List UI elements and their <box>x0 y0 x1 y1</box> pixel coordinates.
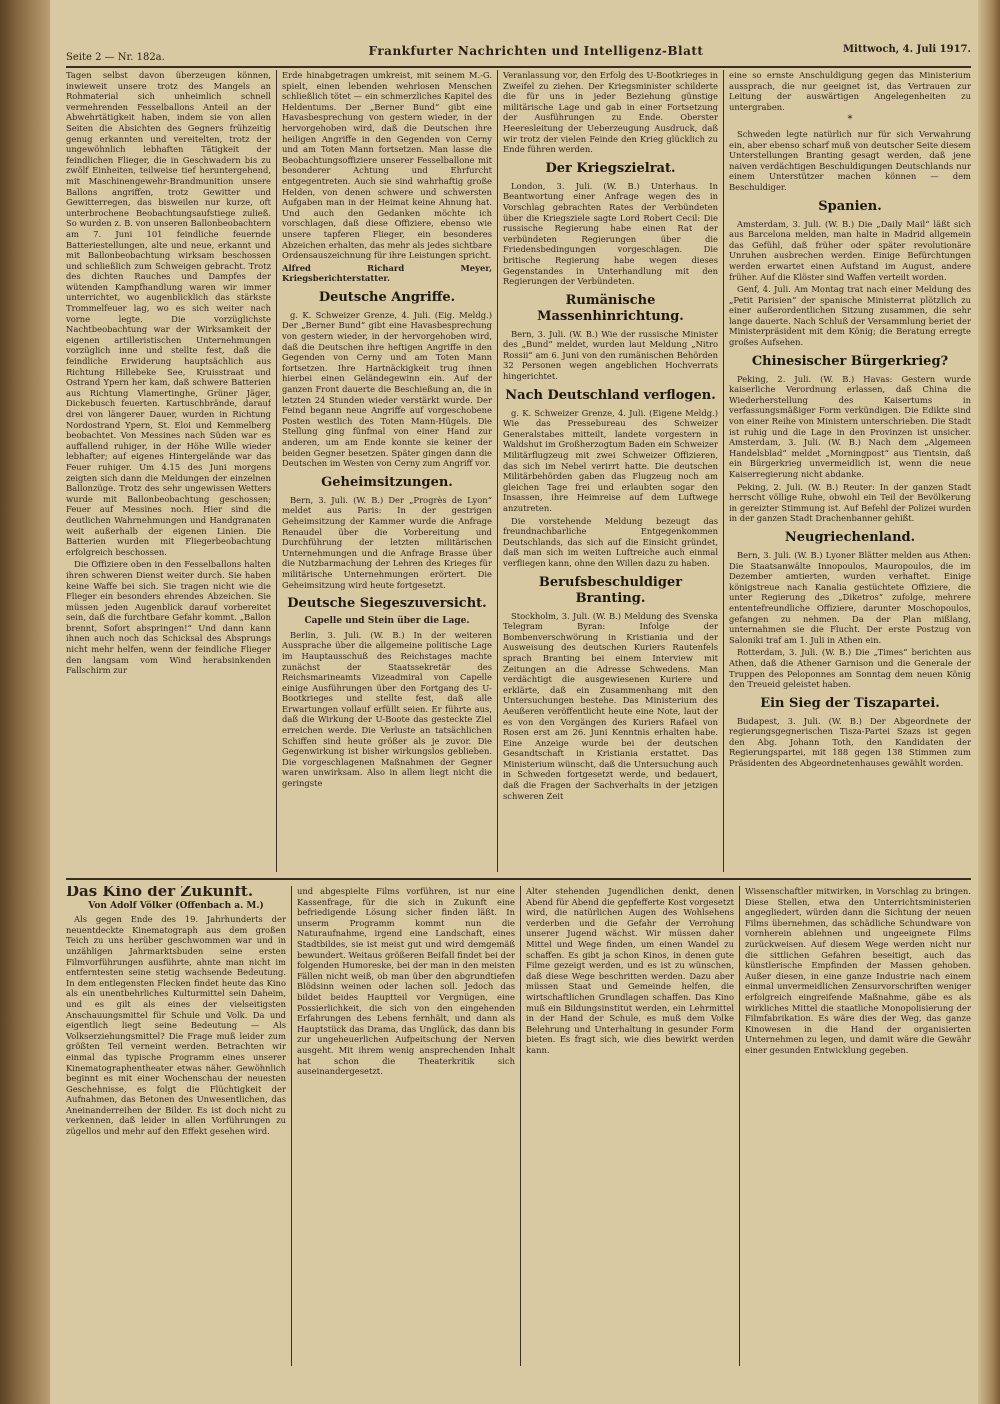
issue-date: Mittwoch, 4. Juli 1917. <box>842 44 971 55</box>
binding-edge <box>0 0 50 1404</box>
section-divider <box>66 878 971 880</box>
column-rule <box>291 886 292 1366</box>
feuilleton-column-3 <box>526 886 734 1366</box>
col2-byline: Alfred Richard Meyer, Kriegsberichterstatter. <box>282 262 492 284</box>
article-text: Schweden legte natürlich nur für sich Verwahrung ein, aber ebenso scharf muß von deutscher Seite diesem Unterstellungen Branting gesagt werden, daß jene naiven verdächtigen Beschuldigungen Deutschlands nur einem Unterstützer machen können — dem Beschuldiger. <box>729 128 971 192</box>
page-edge-right <box>978 0 1000 1404</box>
page-label: Seite 2 — Nr. 182a. <box>66 52 165 63</box>
col1-paragraph: Die Offiziere oben in den Fesselballons halten ihren schweren Dienst weiter durch. Sie haben keine Waffe bei sich. Sie tragen nicht wie die Flieger ein besonders ehrendes Abzeichen. Sie müssen jeden Augenblick darauf vorbereitet sein, daß die furchtbare Gefahr kommt. „Ballon brennt, Sofort abspringen!“ Und dann kann ihnen auch noch das Schicksal des Absprungs nicht mehr helfen, wenn der feindliche Flieger den langsam vom Wind herabsinkenden Fallschirm zur <box>66 559 271 676</box>
article-text: Bern, 3. Juli. (W. B.) Der „Progrès de Lyon“ meldet aus Paris: In der gestrigen Geheimsitzung der Kammer wurde die Anfrage Renaudel über die Vorbereitung und Durchführung der letzten militärischen Unternehmungen und die Anfrage Brasse über die Nutzbarmachung der Lehren des Krieges für militärische Unternehmungen erörtert. Die Geheimsitzung wird heute fortgesetzt. <box>282 494 492 590</box>
column-rule <box>497 70 498 872</box>
article-text: Alter stehenden Jugendlichen denkt, denen Abend für Abend die gepfefferte Kost vorgesetzt wird, die natürlichen Augen des Wohlsehens verderben und die Gefahr der Verrohung unserer Jugend wächst. Wir müssen daher Mittel und Wege finden, um einen Wandel zu schaffen. Es gibt ja schon Kinos, in denen gute Filme gezeigt werden, und es ist zu wünschen, daß diese Wege beschritten werden. Dazu aber müssen Staat und Gemeinde helfen, die wirtschaftlichen Grundlagen schaffen. Das Kino muß ein Bildungsinstitut werden, ein Lehrmittel in der Hand der Schule, es muß dem Volke Belehrung und Unterhaltung in gesunder Form bieten. Es fragt sich, wie dies bewirkt werden kann. <box>526 886 734 1055</box>
headline-tiszapartei: Ein Sieg der Tiszapartei. <box>760 695 940 711</box>
article-text: Berlin, 3. Juli. (W. B.) In der weiteren Aussprache über die allgemeine politische Lage im Hauptausschuß des Reichstages machte zunächst der Staatssekretär des Reichsmarineamts Vizeadmiral von Capelle einige Ausführungen über den Fortgang des U-Bootkrieges und stellte fest, daß alle Erwartungen vollauf erfüllt seien. Er führte aus, daß die Wirkung der U-Boote das gesteckte Ziel erreichen werde. Die Verluste an tatsächlichen Schiffen sind heute größer als je zuvor. Die Gegenwirkung ist bisher wirkungslos geblieben. Die vorgeschlagenen Maßnahmen der Gegner waren unwirksam. Also in allem liegt nicht die geringste <box>282 629 492 789</box>
section-separator-star: * <box>847 114 853 126</box>
article-text: Budapest, 3. Juli. (W. B.) Der Abgeordnete der regierungsgegnerischen Tisza-Partei Szazs ist gegen den Abg. Johann Toth, den Kandidaten der Regierungspartei, mit 188 gegen 138 Stimmen zum Präsidenten des Abgeordnetenhauses gewählt worden. <box>729 715 971 769</box>
feuilleton-column-4 <box>745 886 971 1366</box>
headline-siegeszuversicht: Deutsche Siegeszuversicht. <box>287 596 487 612</box>
article-text: Rotterdam, 3. Juli. (W. B.) Die „Times“ berichten aus Athen, daß die Athener Garnison und die Generale der Truppen des Peloponnes am Sonntag dem neuen König den Treueid geleistet haben. <box>729 647 971 690</box>
headline-rumaenische-massenhinrichtung: Rumänische Massenhinrichtung. <box>537 292 684 324</box>
paper-title: Frankfurter Nachrichten und Intelligenz-Blatt <box>368 44 704 58</box>
article-text: Die vorstehende Meldung bezeugt das freundnachbarliche Entgegenkommen Deutschlands, das sich auf die Einsicht gründet, daß man sich im weiten Luftreiche auch einmal verfliegen kann, ohne den Willen dazu zu haben. <box>503 515 718 568</box>
column-1 <box>66 70 271 872</box>
article-text: Wissenschaftler mitwirken, in Vorschlag zu bringen. Diese Stellen, etwa den Unterrichtsministerien angegliedert, würden dann die Sichtung der neuen Films übernehmen, das schädliche Schundware von vornherein ablehnen und ungeeignete Films zurückweisen. Auf diesem Wege werden nicht nur die sittlichen Gefahren beseitigt, auch das künstlerische Empfinden der Massen gehoben. Außer diesen, in eine ganze Industrie nach einem einmal unvermeidlichen Zensurvorschriften weniger erfolgreich eingreifende Maßnahme, gäbe es als wirkliches Mittel die staatliche Monopolisierung der Filmfabrikation. Es wäre dies der Weg, das ganze Kinowesen in die Hand der organisierten Unternehmen zu legen, und damit wäre die Gewähr einer gesunden Entwicklung gegeben. <box>745 886 971 1055</box>
column-rule <box>723 70 724 872</box>
headline-chinesischer-buergerkrieg: Chinesischer Bürgerkrieg? <box>751 353 949 369</box>
article-text: Bern, 3. Juli. (W. B.) Lyoner Blätter melden aus Athen: Die Staatsanwälte Innopoulos, Mauropoulos, die im Dezember amtierten, wurden verhaftet. Einige königstreue nach Kanalia gestüchtete Offiziere, die unter Regierung des „Diketros“ zufolge, mehrere ententefreundliche Offiziere, darunter Moschopoulos, gefangen zu nehmen. Da der Plan mißlang, unternahmen sie die Flucht. Der erste Postzug von Saloniki traf am 1. Juli in Athen ein. <box>729 549 971 645</box>
article-text: Stockholm, 3. Juli. (W. B.) Meldung des Svenska Telegram Byran: Infolge der Bombenverschwörung in Kristiania und der Ausweisung des deutschen Kuriers Rautenfels sprach Branting bei einem Interview mit Zeitungen an die Adresse Schwedens. Man verdächtigt die ausgewiesenen Kuriere und erklärte, daß ein Zusammenhang mit den Untersuchungen bestehe. Das Ministerium des Aeußeren veröffentlicht heute eine Note, laut der es von den Vorgängen des Kuriers Rafael von Rosen erst am 26. Juni Kenntnis erhalten habe. Eine Anzeige wurde bei der deutschen Gesandtschaft in Kristiania erstattet. Das Ministerium wünscht, daß die Untersuchung auch in Schweden fortgesetzt werde, und bedauert, daß die Fragen der Sachverhalts in der jetzigen schweren Zeit <box>503 610 718 801</box>
headline-neugriechenland: Neugriechenland. <box>784 529 916 545</box>
col2-paragraph: Erde hinabgetragen umkreist, mit seinem M.-G. spielt, einen lebenden wehrlosen Menschen schließlich tötet — ein schmerzliches Kapitel des Heldentums. Der „Berner Bund“ gibt eine Havasbesprechung von gestern wieder, in der hervorgehoben wird, daß die Deutschen ihre heiligen Angriffe in den Gegenden von Cerny und am Toten Mann fortsetzen. Man lasse die Beobachtungsoffiziere unserer Fesselballone mit besonderer Achtung und Ehrfurcht entgegentreten. Auch sie sind wahrhaftig große Helden, von denen schwere und schwersten Aufgaben man in der Heimat keine Ahnung hat. Und auch den Gedanken möchte ich vorschlagen, daß diese Offiziere, ebenso wie unsere tapferen Flieger, ein besonderes Abzeichen erhalten, das mehr als jedes sichtbare Ordensauszeichnung für ihre Leistungen spricht. <box>282 70 492 261</box>
article-text: eine so ernste Anschuldigung gegen das Ministerium aussprach, die nur geeignet ist, das Vertrauen zur Leitung der auswärtigen Angelegenheiten zu untergraben. <box>729 70 971 112</box>
column-rule <box>276 70 277 872</box>
article-text: und abgespielte Films vorführen, ist nur eine Kassenfrage, für die sich in Zukunft eine befriedigende Lösung sicher finden läßt. In unserm Programm kommt nun die Naturaufnahme, irgend eine Landschaft, eines Stadtbildes, sie ist meist gut und wird demgemäß bewundert. Weitaus größeren Beifall findet bei der folgenden Humoreske, bei der man in den meisten Fällen nicht weiß, ob man über den abgrundtiefen Blödsinn weinen oder lachen soll. Jedoch das bildet beides Hauptteil vor Vergnügen, eine Possierlichkeit, die sich von den eingehenden Erfahrungen des Lebens fernhält, und dann als Hauptstück das Drama, das Unglück, das dann bis zur ungeheuerlichen Aufpeitschung der Nerven ausgeht. Mit ihrem wenig ansprechenden Inhalt hat schon die Theaterkritik sich auseinandergesetzt. <box>297 886 515 1077</box>
subheadline: Capelle und Stein über die Lage. <box>304 616 470 627</box>
article-text: Peking, 2. Juli. (W. B.) Reuter: In der ganzen Stadt herrscht völlige Ruhe, obwohl ein Teil der Bevölkerung in gereizter Stimmung ist. Auf Befehl der Polizei wurden in der ganzen Stadt Drachenbanner gehißt. <box>729 481 971 524</box>
article-text: Peking, 2. Juli. (W. B.) Havas: Gestern wurde kaiserliche Verordnung erlassen, daß China die Wiederherstellung des Kaisertums in verfassungsmäßiger Form verkündigen. Die Edikte sind von einer Reihe von Ministern unterschrieben. Die Stadt ist ruhig und die Lage in den Provinzen ist unsicher. Amsterdam, 3. Juli. (W. B.) Nach dem „Algemeen Handelsblad“ meldet „Morningpost“ aus Tientsin, daß ein Bürgerkrieg unvermeidlich ist, wenn die neue Kaiserregierung nicht abdanke. <box>729 373 971 479</box>
headline-deutsche-angriffe: Deutsche Angriffe. <box>318 289 456 305</box>
feuilleton-column-1 <box>66 886 286 1366</box>
headline-nach-deutschland-verflogen: Nach Deutschland verflogen. <box>505 387 716 403</box>
headline-geheimsitzungen: Geheimsitzungen. <box>321 474 453 490</box>
feuilleton-title: Das Kino der Zukunft. <box>66 886 254 900</box>
column-rule <box>739 886 740 1366</box>
feuilleton-author: Von Adolf Völker (Offenbach a. M.) <box>88 900 264 911</box>
col1-paragraph: Tagen selbst davon überzeugen können, inwieweit unsere trotz des Mangels an Rohmaterial sich unheimlich schnell vermehrenden Fesselballons Anteil an der Abwehrtätigkeit haben, indem sie von allen Seiten die Absichten des Gegners frühzeitig genug erkannten und vereitelten, trotz der ungewöhnlich lebhaften Tätigkeit der feindlichen Flieger, die in Geschwadern bis zu zwölf Einheiten, teilweise tief heruntergehend, mit Maschinengewehr-Brandmunition unsere Ballons angriffen, trotz Gewitter und Gewitterregen, das bisweilen nur kurze, oft unterbrochene Beobachtungsaufstiege zuließ. So wurden z. B. von unseren Ballonbeobachtern am 7. Juni 101 feindliche feuernde Batteriestellungen, alte und neue, erkannt und mit Ballonbeobachtung wirksam beschossen und schließlich zum Schweigen gebracht. Trotz des dichten Rauches und Dampfes der wütenden Kampfhandlung waren wir immer unterrichtet, wo augenblicklich das stärkste Trommelfeuer lag, wo es sich weiter nach vorne legte. Die vorzüglichste Nachtbeobachtung war der Wirksamkeit der eigenen artilleristischen Unternehmungen vorzüglich inne und stellte fest, daß die feindliche Erwiderung hauptsächlich aus Richtung Hillebeke See, Kruisstraat und Ostrand Ypern her kam, daß schwere Batterien aus Richtung Vlamertinghe, Grüner Jäger, Dickebusch feuerten. Kartuschbrände, darauf drei von längerer Dauer, wurden in Richtung Nordostrand Ypern, St. Eloi und Kemmelberg beobachtet. Von Messines nach Süden war es auffallend ruhiger, in der Höhe Wille wieder lebhafter; auf eigenes Hintergelände war das Feuer ruhiger. Um 4.15 des Juni morgens zeigten sich dann die Meldungen der einzelnen Ballonzüge. Trotz des sehr ungewissen Wetters wurde mit Ballonbeobachtung geschossen; Feuer auf Messines noch. Hier sind die deutlichen Wahrnehmungen und Handgranaten weit außerhalb der eigenen Linien. Die Batterien wurden mit Fliegerbeobachtung erfolgreich beschossen. <box>66 70 271 557</box>
article-text: Genf, 4. Juli. Am Montag trat nach einer Meldung des „Petit Parisien“ der spanische Ministerrat plötzlich zu einer außerordentlichen Sitzung zusammen, die sehr lange dauerte. Nach Schluß der Versammlung beriet der Ministerpräsident mit dem König; die Beratung erregte großes Aufsehen. <box>729 284 971 348</box>
column-4 <box>729 70 971 872</box>
headline-branting: Berufsbeschuldiger Branting. <box>538 574 683 606</box>
headline-kriegszielrat: Der Kriegszielrat. <box>545 160 676 176</box>
column-3 <box>503 70 718 872</box>
article-text: Amsterdam, 3. Juli. (W. B.) Die „Daily Mail“ läßt sich aus Barcelona melden, man halte in Madrid allgemein das Gefühl, daß früher oder später revolutionäre Unruhen ausbrechen werden. Einige Befürchtungen werden erwartet einen Aufstand im August, andere früher. Auf die Klöster sind Waffen verteilt worden. <box>729 218 971 282</box>
feuilleton-column-2 <box>297 886 515 1366</box>
headline-spanien: Spanien. <box>818 198 882 214</box>
article-text: Bern, 3. Juli. (W. B.) Wie der russische Minister des „Bund“ meldet, wurden laut Meldung „Nitro Rossii“ am 6. Juni von den rumänischen Behörden 32 Personen wegen angeblichen Hochverrats hingerichtet. <box>503 328 718 382</box>
article-text: g. K. Schweizer Grenze, 4. Juli. (Eig. Meldg.) Der „Berner Bund“ gibt eine Havasbesprechung von gestern wieder, in der hervorgehoben wird, daß die Deutschen ihre heftigen Angriffe in den Gegenden von Cerny und am Toten Mann fortsetzen. Ihre Hartnäckigkeit trug ihnen hierbei einen Geländegewinn ein. Auf der ganzen Front dauerte die Beschießung an, die in letzten 24 Stunden wieder verstärkt wurde. Der Feind begann neue Angriffe auf vorgeschobene Posten westlich des Toten Mann-Hügels. Die Stellung ging fünfmal von einer Hand zur anderen, um am Ende konnte sie keiner der beiden Gegner besetzen. Später gingen dann die Deutschen im Westen von Cerny zum Angriff vor. <box>282 309 492 469</box>
column-rule <box>520 886 521 1366</box>
article-text: g. K. Schweizer Grenze, 4. Juli. (Eigene Meldg.) Wie das Pressebureau des Schweizer Generalstabes mitteilt, landete vorgestern in Waldshut im Großherzogtum Baden ein Schweizer Militärflugzeug mit zwei Schweizer Offizieren, das sich im Nebel verirrt hatte. Die deutschen Militärbehörden gaben das Flugzeug noch am gleichen Tage frei und erlaubten sogar den Insassen, ihre Heimreise auf dem Luftwege anzutreten. <box>503 407 718 513</box>
column-2 <box>282 70 492 872</box>
page-header <box>66 44 971 68</box>
article-text: London, 3. Juli. (W. B.) Unterhaus. In Beantwortung einer Anfrage wegen des in Vorschlag gebrachten Rates der Verbündeten über die Kriegsziele sagte Lord Robert Cecil: Die russische Regierung habe einen Rat der verbündeten Regierungen über die Friedensbedingungen vorgeschlagen. Die britische Regierung habe wegen dieses Gegenstandes in Unterhandlung mit den Regierungen der Verbündeten. <box>503 180 718 287</box>
article-text: Veranlassung vor, den Erfolg des U-Bootkrieges in Zweifel zu ziehen. Der Kriegsminister schilderte die für uns in jeder Beziehung günstige militärische Lage und gab in einer Fortsetzung der Ausführungen zu Ende. Oberster Heeresleitung der Ueberzeugung Ausdruck, daß wir trotz der vielen Feinde den Krieg glücklich zu Ende führen werden. <box>503 70 718 155</box>
article-text: Als gegen Ende des 19. Jahrhunderts der neuentdeckte Kinematograph aus dem großen Teich zu uns herüber geschwommen war und in unzähligen Jahrmarktsbuden seine ersten Filmvorführungen ausführte, ahnte man nicht im entferntesten seine stetig wachsende Bedeutung. In dem entlegensten Flecken findet heute das Kino als ein unentbehrliches Kulturmittel sein Daheim, und es gilt als eines der vielseitigsten Anschauungsmittel für Schule und Volk. Da und eigentlich liegt seine Bedeutung — Als Volkserziehungsmittel? Die Frage muß leider zum größten Teil verneint werden. Betrachten wir einmal das typische Programm eines unserer Kinematographentheater etwas näher. Gewöhnlich beginnt es mit einer Wochenschau der neuesten Geschehnisse, es folgt die Flüchtigkeit der Aufnahmen, das Betonen des Unwesentlichen, das Aneinanderreihen der Bilder. Es ist doch nicht zu verkennen, daß leider in allen Vorführungen zu zügellos und mehr auf den Effekt gesehen wird. <box>66 914 286 1137</box>
